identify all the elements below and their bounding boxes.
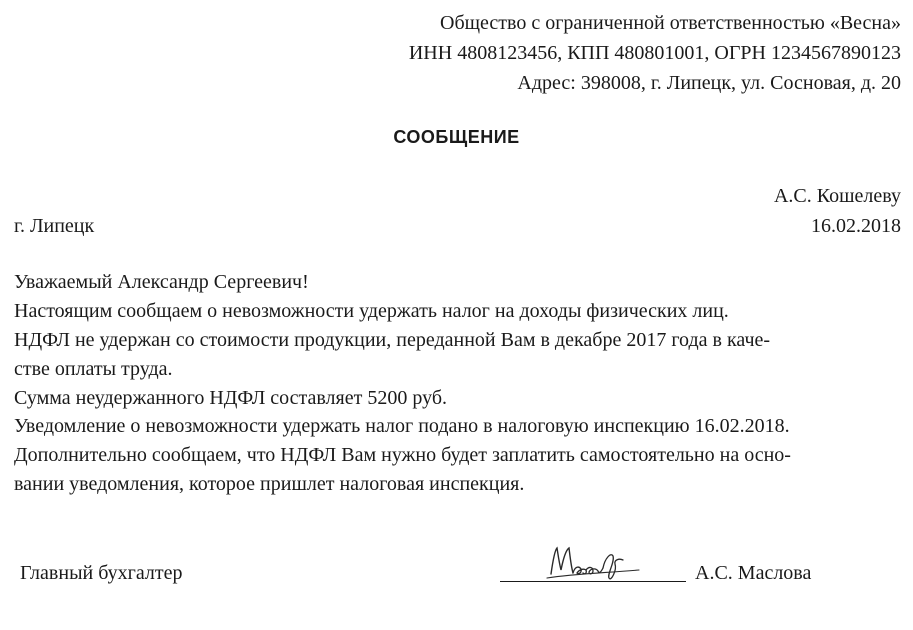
signature-line — [500, 581, 686, 582]
paragraph-5-line-2: вании уведомления, которое пришлет налоговая инспекция. — [14, 473, 525, 495]
paragraph-4: Уведомление о невозможности удержать налог подано в налоговую инспекцию 16.02.2018. — [14, 415, 790, 437]
org-name: Общество с ограниченной ответственностью «Весна» — [440, 12, 901, 34]
document-title: СООБЩЕНИЕ — [393, 127, 520, 147]
signer-position: Главный бухгалтер — [20, 562, 183, 584]
paragraph-2-line-2: стве оплаты труда. — [14, 358, 173, 380]
addressee: А.С. Кошелеву — [773, 185, 901, 207]
org-address: Адрес: 398008, г. Липецк, ул. Сосновая, д. 20 — [517, 72, 901, 94]
org-requisites: ИНН 4808123456, КПП 480801001, ОГРН 1234567890123 — [408, 42, 901, 64]
greeting: Уважаемый Александр Сергеевич! — [14, 271, 309, 293]
signer-name: А.С. Маслова — [695, 562, 812, 584]
paragraph-1: Настоящим сообщаем о невозможности удержать налог на доходы физических лиц. — [14, 300, 729, 322]
city: г. Липецк — [14, 215, 95, 237]
paragraph-3: Сумма неудержанного НДФЛ составляет 5200 руб. — [14, 387, 447, 409]
paragraph-2-line-1: НДФЛ не удержан со стоимости продукции, переданной Вам в декабре 2017 года в каче- — [14, 329, 771, 351]
document-date: 16.02.2018 — [811, 215, 901, 237]
handwritten-signature — [543, 540, 643, 586]
paragraph-5-line-1: Дополнительно сообщаем, что НДФЛ Вам нужно будет заплатить самостоятельно на осно- — [14, 444, 791, 466]
